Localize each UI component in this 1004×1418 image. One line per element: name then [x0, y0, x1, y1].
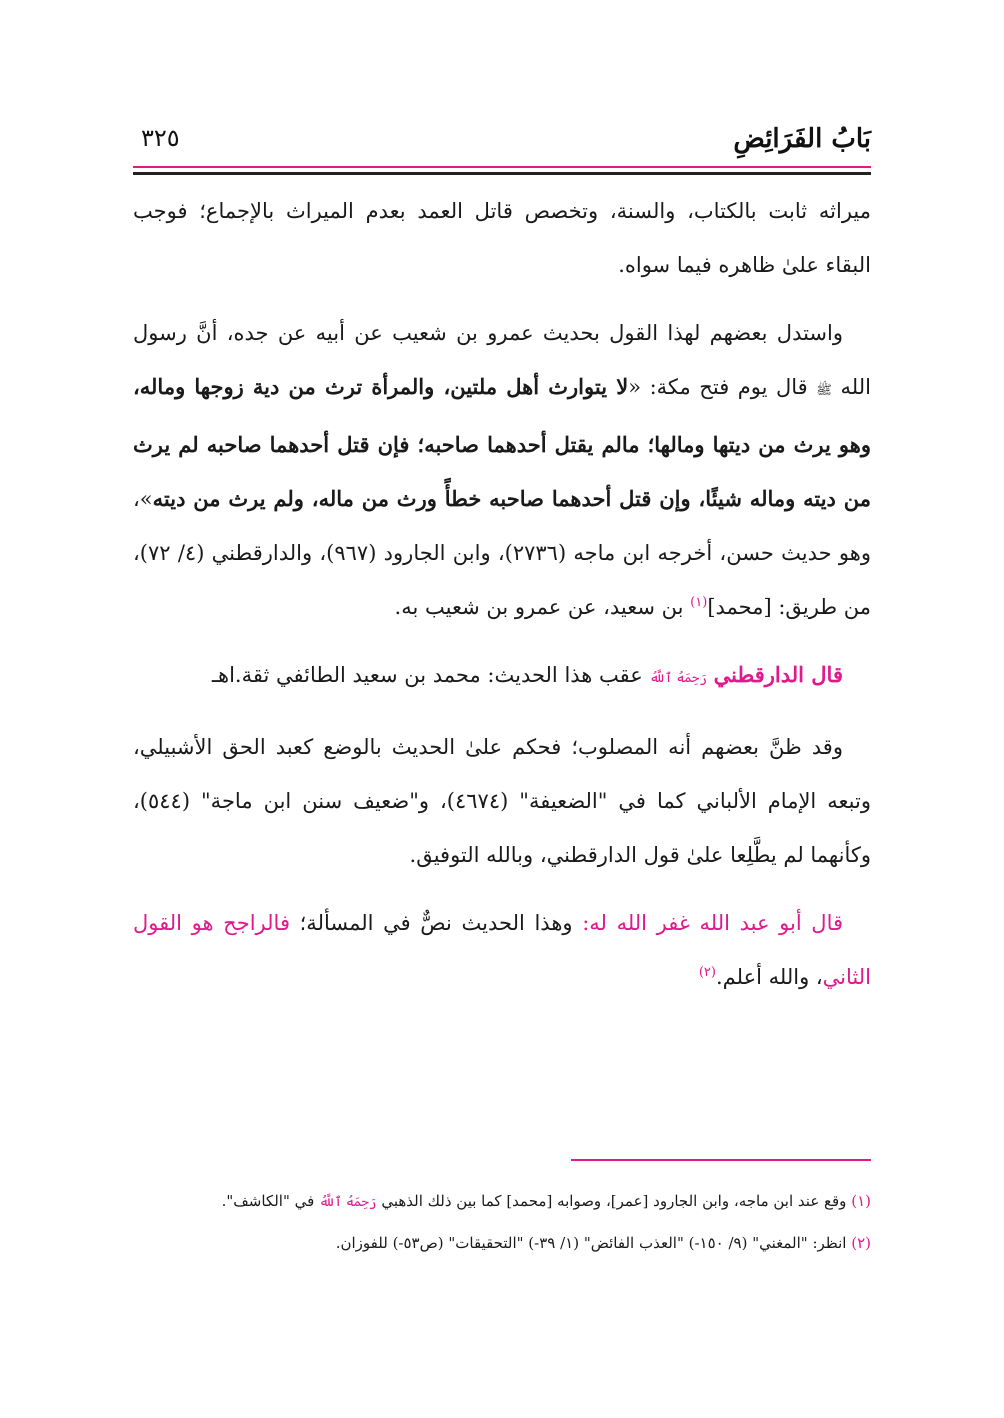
main-text [133, 184, 871, 1004]
footnote-1-honor: رَحِمَهُ ٱللَّهُ [319, 1195, 377, 1210]
header-rule [133, 172, 871, 175]
paragraph-2-intro: واستدل بعضهم لهذا القول بحديث عمرو بن شعيب عن أبيه عن جده، أنَّ رسول الله [133, 321, 871, 399]
daraqutni-label: قال الدارقطني [713, 662, 843, 687]
footnote-2-number: (٢) [851, 1234, 871, 1252]
footnote-2 [133, 1228, 871, 1258]
footnote-1-end: في "الكاشف". [221, 1192, 315, 1210]
chapter-title: بَابُ الفَرَائِضِ [733, 124, 871, 154]
paragraph-2-quote-start: قال يوم فتح مكة: « [628, 375, 808, 399]
paragraph-3-text: عقب هذا الحديث: محمد بن سعيد الطائفي ثقة.اهـ [211, 663, 643, 687]
paragraph-4-text: وقد ظنَّ بعضهم أنه المصلوب؛ فحكم علىٰ الحديث بالوضع كعبد الحق الأشبيلي، وتبعه الإمام الألباني كما في "الضعيفة" (٤٦٧٤)، و"ضعيف سنن ابن ماجة" (٥٤٤)، وكأنهما لم يطَّلِعا علىٰ قول الدارقطني، وبالله التوفيق. [133, 735, 871, 867]
footnote-2-text: انظر: "المغني" (٩/ ١٥٠-) "العذب الفائض" (١/ ٣٩-) "التحقيقات" (ص٥٣-) للفوزان. [335, 1234, 847, 1252]
header-rule-accent [133, 166, 871, 168]
paragraph-2-takhrij: »، وهو حديث حسن، أخرجه ابن ماجه (٢٧٣٦)، وابن الجارود (٩٦٧)، والدارقطني (٤/ ٧٢)، من طريق: [محمد] [133, 487, 871, 619]
author-label: قال أبو عبد الله غفر الله له: [582, 911, 844, 935]
hadith-text: لا يتوارث أهل ملتين، والمرأة ترث من دية زوجها وماله، وهو يرث من ديتها ومالها؛ مالم يقتل أحدهما صاحبه؛ فإن قتل أحدهما صاحبه لم يرث من ديته وماله شيئًا، وإن قتل أحدهما صاحبه خطأً ورث من ماله، ولم يرث من ديته [133, 374, 871, 511]
rahimahullah-glyph: رَحِمَهُ ٱللَّهُ [649, 671, 707, 686]
paragraph-2 [133, 306, 871, 634]
paragraph-5 [133, 896, 871, 1004]
paragraph-5-end: ، والله أعلم. [715, 965, 823, 989]
footnote-ref-1[interactable]: (١) [690, 595, 708, 610]
page-number: ٣٢٥ [141, 124, 180, 152]
footnote-separator [571, 1159, 871, 1161]
salawat-glyph: ﷺ [816, 383, 832, 398]
paragraph-3 [133, 648, 871, 706]
paragraph-5-text: وهذا الحديث نصٌّ في المسألة؛ [289, 911, 583, 935]
preferred-view: فالراجح هو القول الثاني [133, 911, 871, 989]
paragraph-4 [133, 720, 871, 882]
footnote-1-number: (١) [851, 1192, 871, 1210]
page-header [133, 120, 871, 166]
paragraph-1 [133, 184, 871, 292]
footnote-1 [133, 1186, 871, 1218]
paragraph-1-text: ميراثه ثابت بالكتاب، والسنة، وتخصص قاتل العمد بعدم الميراث بالإجماع؛ فوجب البقاء علىٰ ظاهره فيما سواه. [133, 199, 871, 277]
footnote-1-text: وقع عند ابن ماجه، وابن الجارود [عمر]، وصوابه [محمد] كما بين ذلك الذهبي [381, 1192, 847, 1210]
footnotes [133, 1186, 871, 1268]
footnote-ref-2[interactable]: (٢) [698, 965, 716, 980]
paragraph-2-end: بن سعيد، عن عمرو بن شعيب به. [394, 595, 691, 619]
